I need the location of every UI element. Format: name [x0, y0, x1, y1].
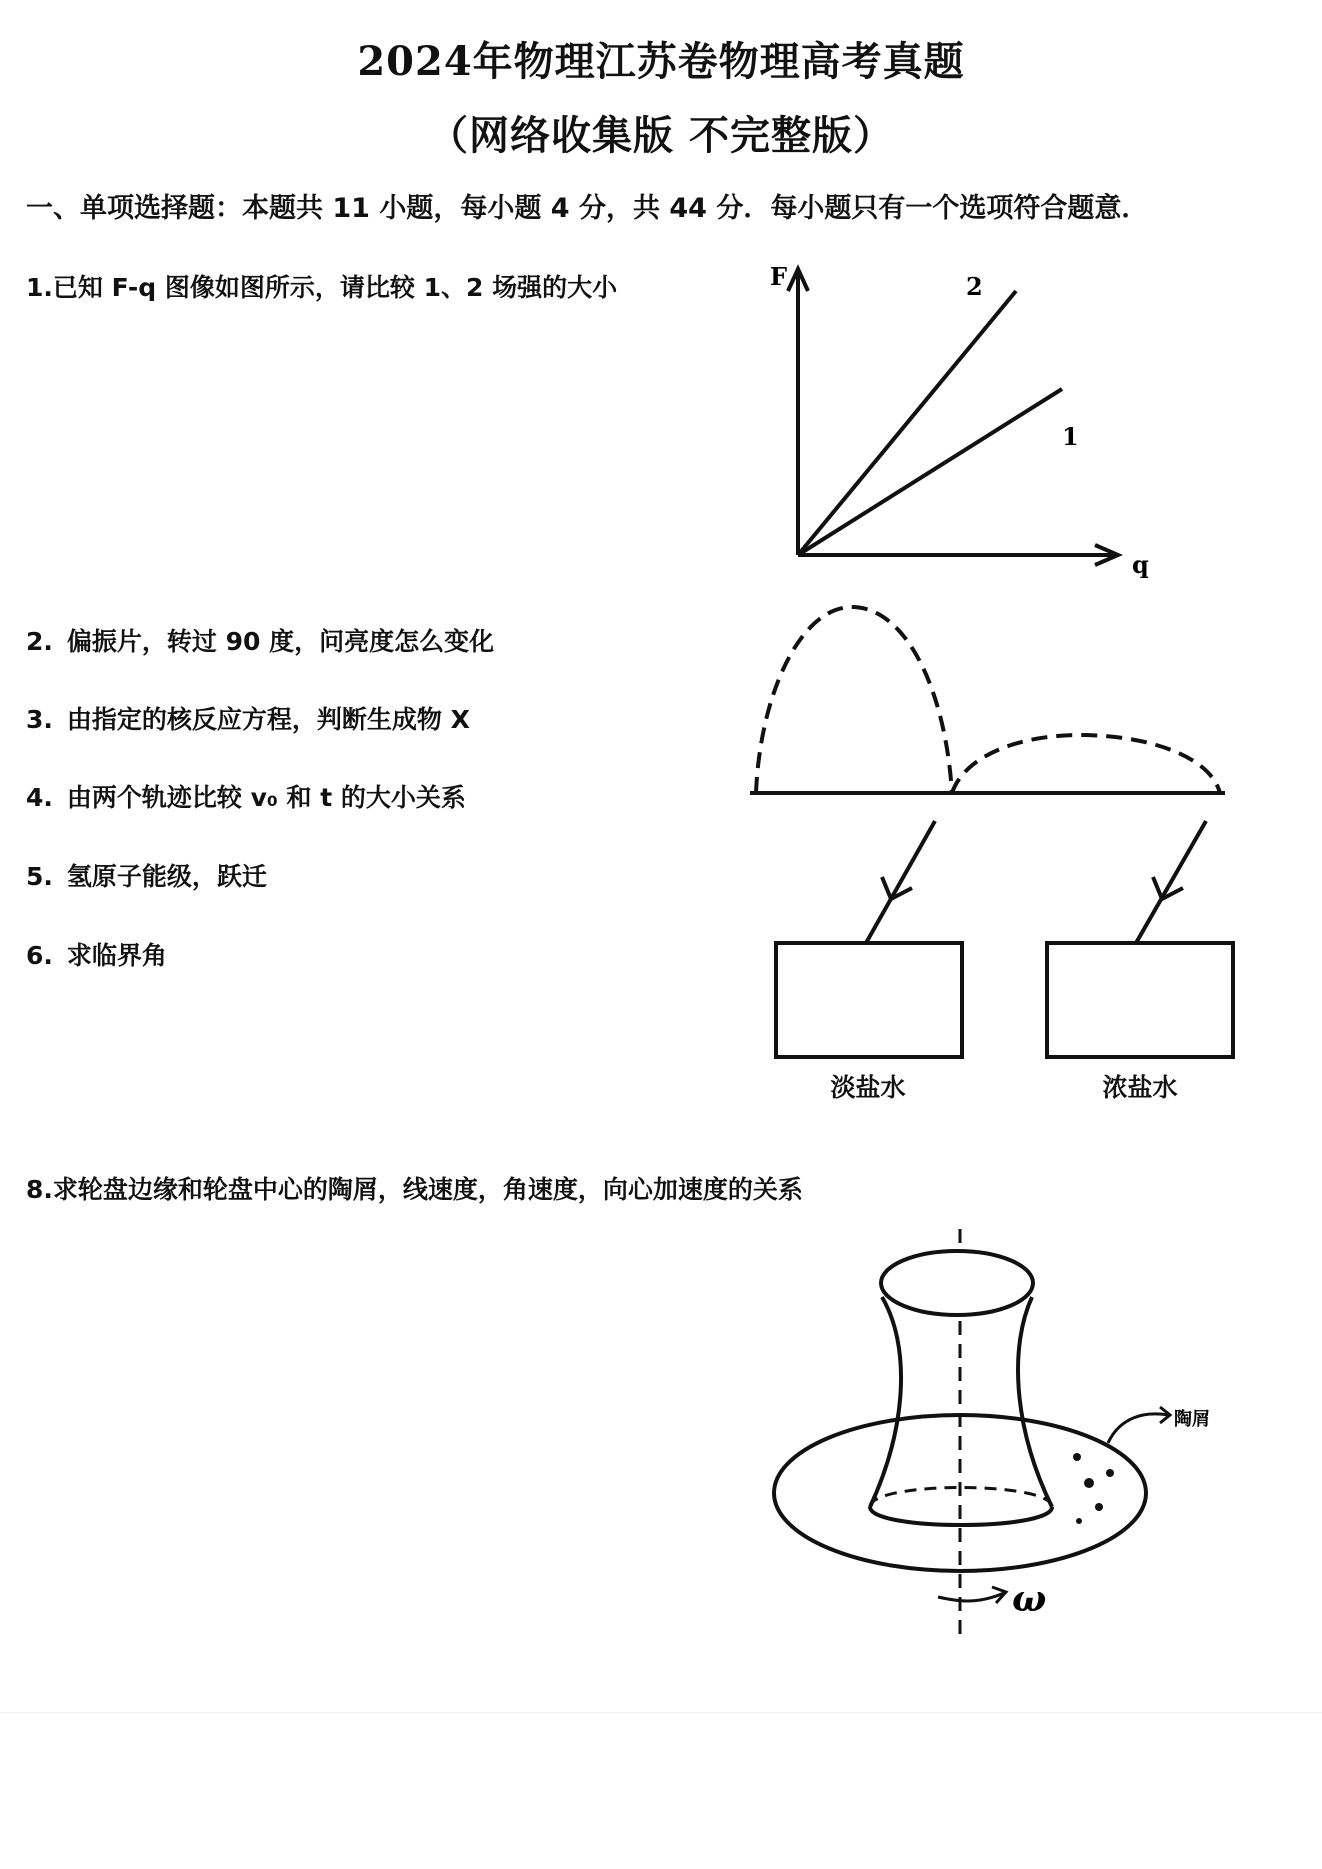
page-title: 2024年物理江苏卷物理高考真题	[357, 38, 965, 85]
question-1-text: 已知 F-q 图像如图所示，请比较 1、2 场强的大小	[52, 273, 618, 302]
particle-dot	[1106, 1469, 1114, 1477]
question-2	[26, 622, 494, 658]
x-axis-label: q	[1132, 550, 1149, 579]
question-1-number: 1.	[26, 273, 53, 302]
left-box	[776, 943, 962, 1057]
line-1	[798, 389, 1062, 555]
line-2-label: 2	[966, 272, 983, 301]
question-2-text: 偏振片，转过 90 度，问亮度怎么变化	[66, 627, 495, 656]
page-subtitle: （网络收集版 不完整版）	[428, 112, 894, 159]
fq-graph	[770, 255, 1170, 585]
question-6-number: 6.	[26, 941, 53, 970]
question-6-text: 求临界角	[66, 941, 167, 970]
question-6	[26, 936, 167, 972]
particle-dot	[1084, 1478, 1094, 1488]
left-box-label: 淡盐水	[830, 1073, 906, 1102]
particle-dot	[1095, 1503, 1103, 1511]
pot-right-side	[1018, 1297, 1052, 1507]
question-5	[26, 857, 267, 893]
section-heading: 一、单项选择题：本题共 11 小题，每小题 4 分，共 44 分．每小题只有一个选项符合题意．	[26, 193, 1149, 224]
line-2	[798, 291, 1016, 555]
pot-top-rim	[881, 1251, 1033, 1315]
particles-label: 陶屑	[1174, 1409, 1210, 1430]
right-ray	[1136, 821, 1206, 943]
right-box-label: 浓盐水	[1102, 1073, 1178, 1102]
trajectory-figure	[740, 595, 1240, 805]
refraction-figure	[760, 815, 1240, 1065]
question-3	[26, 700, 470, 736]
question-2-number: 2.	[26, 627, 53, 656]
question-4	[26, 778, 466, 814]
question-1	[26, 268, 617, 304]
question-8	[26, 1170, 803, 1206]
question-8-text: 求轮盘边缘和轮盘中心的陶屑，线速度，角速度，向心加速度的关系	[52, 1175, 803, 1204]
question-8-number: 8.	[26, 1175, 53, 1204]
particle-dot	[1076, 1518, 1082, 1524]
wheel-figure	[760, 1225, 1240, 1645]
question-5-text: 氢原子能级，跃迁	[66, 862, 267, 891]
footer-divider	[0, 1712, 1322, 1713]
question-4-number: 4.	[26, 783, 53, 812]
question-4-text: 由两个轨迹比较 v₀ 和 t 的大小关系	[66, 783, 466, 812]
question-3-number: 3.	[26, 705, 53, 734]
question-3-text: 由指定的核反应方程，判断生成物 X	[66, 705, 470, 734]
trajectory-high	[756, 607, 952, 793]
right-box	[1047, 943, 1233, 1057]
omega-label: ω	[1012, 1578, 1047, 1620]
left-ray	[866, 821, 935, 943]
line-1-label: 1	[1062, 422, 1079, 451]
rotation-arrow	[938, 1593, 1004, 1601]
particle-pointer	[1108, 1414, 1168, 1443]
question-5-number: 5.	[26, 862, 53, 891]
trajectory-low	[952, 735, 1220, 793]
pot-left-side	[870, 1297, 901, 1507]
particle-dot	[1073, 1453, 1081, 1461]
y-axis-label: F	[770, 262, 788, 291]
